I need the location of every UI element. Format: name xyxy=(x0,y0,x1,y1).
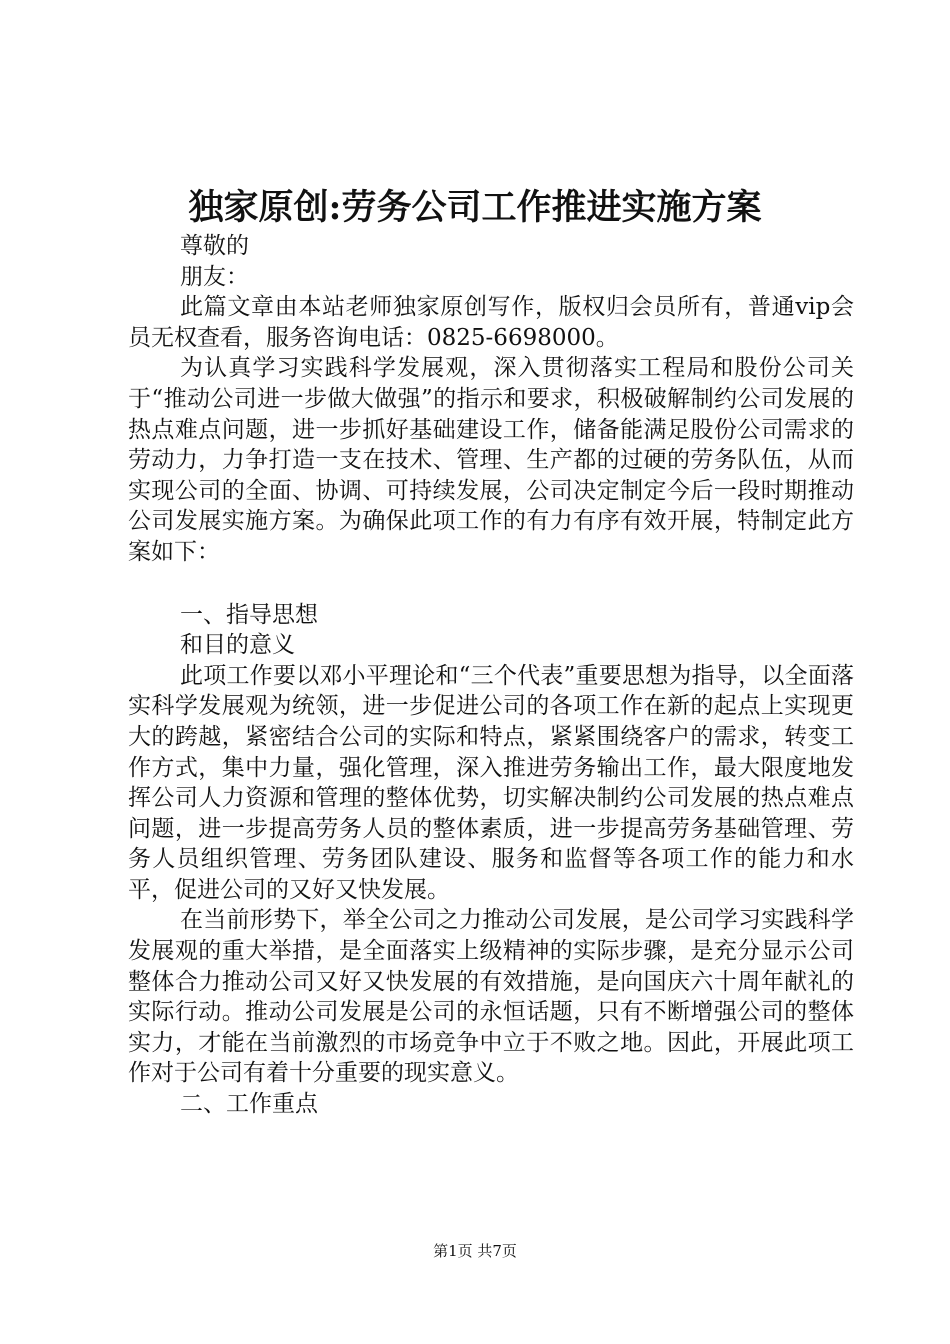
copyright-notice: 此篇文章由本站老师独家原创写作，版权归会员所有，普通vip会员无权查看，服务咨询电话：0825-6698000。 xyxy=(128,294,854,351)
section-1-paragraph-2: 在当前形势下，举全公司之力推动公司发展，是公司学习实践科学发展观的重大举措，是全面落实上级精神的实际步骤，是充分显示公司整体合力推动公司又好又快发展的有效措施，是向国庆六十周年献礼的实际行动。推动公司发展是公司的永恒话题，只有不断增强公司的整体实力，才能在当前激烈的市场竞争中立于不败之地。因此，开展此项工作对于公司有着十分重要的现实意义。 xyxy=(128,907,854,1087)
document-body xyxy=(128,231,854,1120)
document-title: 独家原创:劳务公司工作推进实施方案 xyxy=(188,187,762,228)
page-number-footer: 第1页 共7页 xyxy=(433,1242,517,1260)
section-2-heading: 二、工作重点 xyxy=(180,1091,318,1118)
paragraph-spacer xyxy=(128,568,854,600)
section-1-heading-continued: 和目的意义 xyxy=(180,632,295,659)
greeting-line-2: 朋友： xyxy=(180,263,249,290)
greeting-line-1: 尊敬的 xyxy=(180,233,249,259)
section-1-heading: 一、指导思想 xyxy=(180,601,318,628)
section-1-paragraph-1: 此项工作要以邓小平理论和“三个代表”重要思想为指导，以全面落实科学发展观为统领，进一步促进公司的各项工作在新的起点上实现更大的跨越，紧密结合公司的实际和特点，紧紧围绕客户的需求，转变工作方式，集中力量，强化管理，深入推进劳务输出工作，最大限度地发挥公司人力资源和管理的整体优势，切实解决制约公司发展的热点难点问题，进一步提高劳务人员的整体素质，进一步提高劳务基础管理、劳务人员组织管理、劳务团队建设、服务和监督等各项工作的能力和水平，促进公司的又好又快发展。 xyxy=(128,662,854,903)
intro-paragraph: 为认真学习实践科学发展观，深入贯彻落实工程局和股份公司关于“推动公司进一步做大做强”的指示和要求，积极破解制约公司发展的热点难点问题，进一步抓好基础建设工作，储备能满足股份公司需求的劳动力，力争打造一支在技术、管理、生产都的过硬的劳务队伍，从而实现公司的全面、协调、可持续发展，公司决定制定今后一段时期推动公司发展实施方案。为确保此项工作的有力有序有效开展，特制定此方案如下： xyxy=(128,355,854,565)
